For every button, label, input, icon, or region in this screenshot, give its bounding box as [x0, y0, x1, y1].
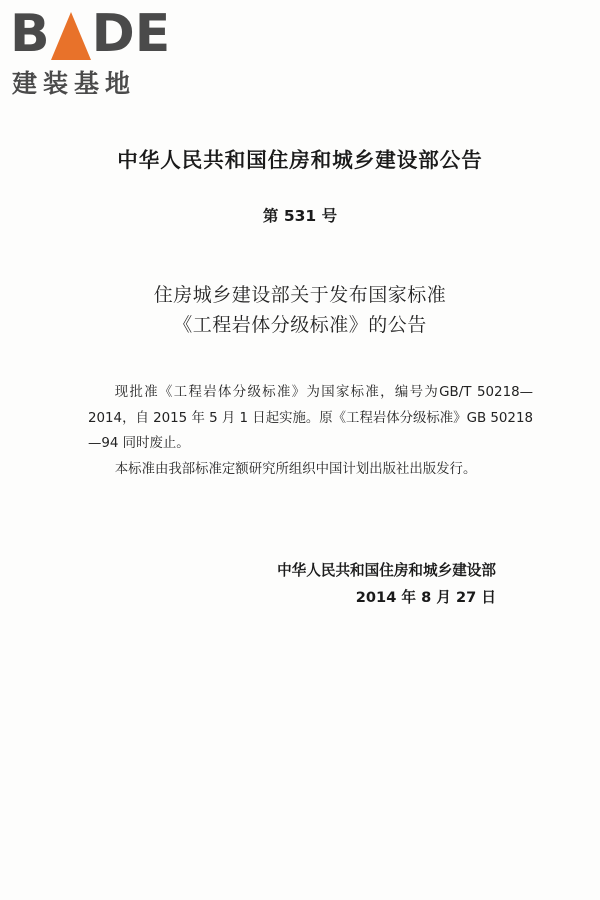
announcement-paragraph-2: 本标准由我部标准定额研究所组织中国计划出版社出版发行。: [114, 462, 477, 477]
announcement-title: 中华人民共和国住房和城乡建设部公告: [117, 148, 483, 172]
logo-letters-de: DE: [91, 4, 171, 64]
announcement-number: 第 531 号: [262, 207, 338, 225]
logo-triangle-icon: [51, 12, 91, 60]
logo-letters-b: B: [10, 4, 50, 64]
announcement-heading-line1: 住房城乡建设部关于发布国家标准: [153, 284, 447, 306]
bade-logo: [10, 6, 180, 96]
logo-wordmark: [10, 6, 170, 62]
announcement-paragraph-1: 现批准《工程岩体分级标准》为国家标准，编号为GB/T 50218—2014，自 2015 年 5 月 1 日起实施。原《工程岩体分级标准》GB 50218—94 同时废止。: [88, 385, 533, 451]
announcement-heading-line2: 《工程岩体分级标准》的公告: [173, 314, 427, 336]
issue-date: 2014 年 8 月 27 日: [355, 589, 496, 606]
signer: 中华人民共和国住房和城乡建设部: [277, 562, 496, 579]
logo-chinese-name: 建装基地: [12, 69, 137, 98]
